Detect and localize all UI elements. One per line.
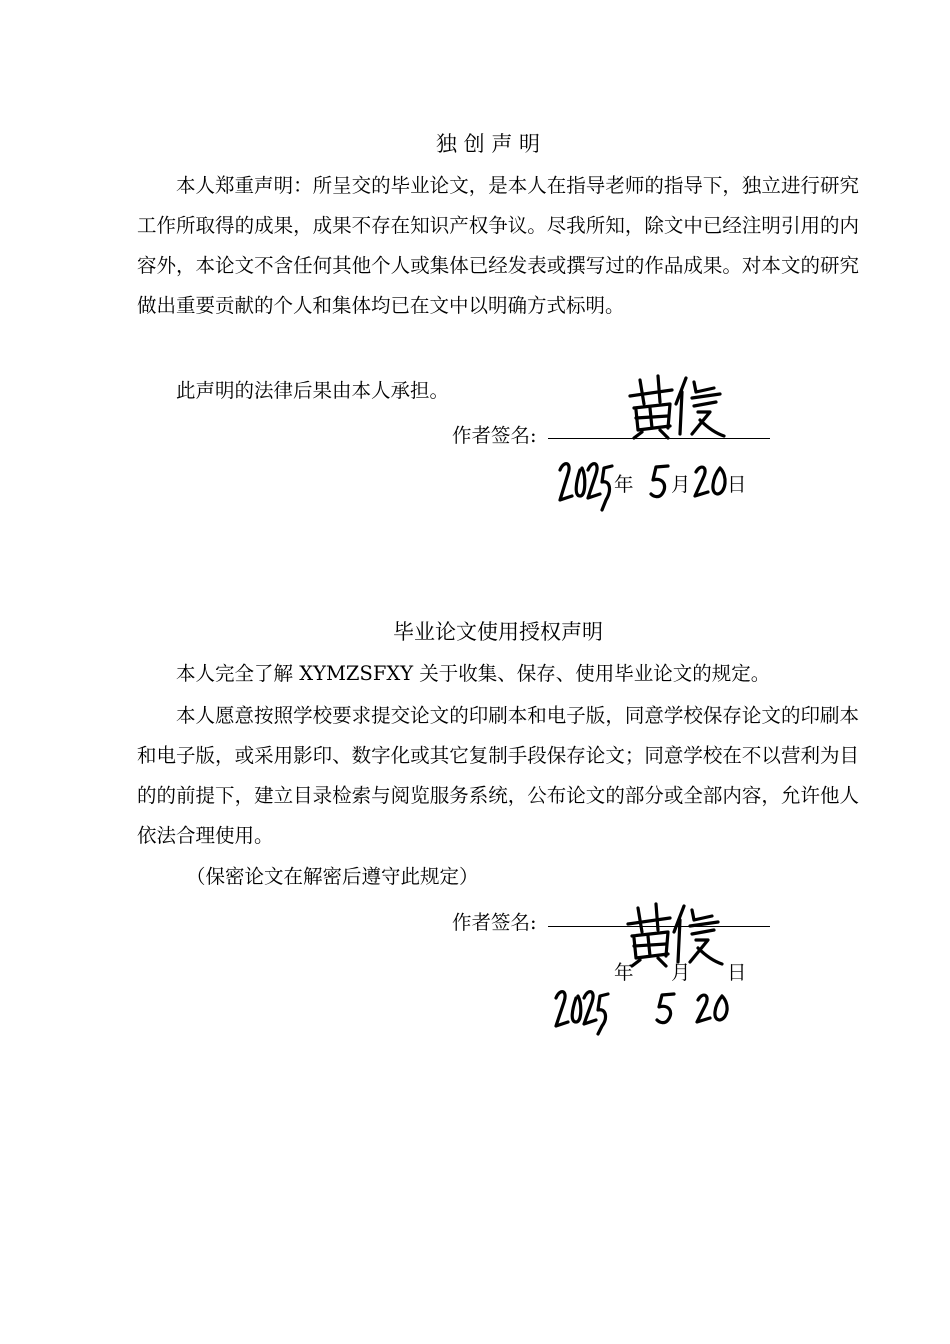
authorization-title: 毕业论文使用授权声明 [393, 620, 603, 644]
declaration-year-label: 年 [614, 473, 634, 496]
declaration-handwritten-month [648, 462, 672, 502]
authorization-handwritten-month [654, 990, 678, 1028]
declaration-handwritten-signature [620, 368, 730, 440]
declaration-month-label: 月 [671, 473, 691, 496]
authorization-signature-label: 作者签名: [452, 911, 537, 934]
authorization-handwritten-day [694, 990, 732, 1028]
declaration-paragraph-1: 本人郑重声明：所呈交的毕业论文，是本人在指导老师的指导下，独立进行研究工作所取得的成果，成果不存在知识产权争议。尽我所知，除文中已经注明引用的内容外，本论文不含任何其他个人或集体已经发表或撰写过的作品成果。对本文的研究做出重要贡献的个人和集体均已在文中以明确方式标明。 [137, 174, 859, 317]
declaration-paragraph-2: 此声明的法律后果由本人承担。 [176, 379, 450, 402]
authorization-note: （保密论文在解密后遵守此规定） [186, 865, 479, 888]
declaration-signature-label: 作者签名: [452, 424, 537, 447]
authorization-paragraph-1: 本人完全了解 XYMZSFXY 关于收集、保存、使用毕业论文的规定。 [176, 662, 771, 685]
declaration-day-label: 日 [727, 473, 747, 496]
authorization-month-label: 月 [671, 961, 691, 984]
declaration-handwritten-day [692, 462, 730, 502]
authorization-day-label: 日 [727, 961, 747, 984]
declaration-handwritten-year [556, 456, 616, 514]
authorization-handwritten-year [552, 984, 612, 1038]
authorization-handwritten-signature [618, 896, 728, 968]
authorization-paragraph-2: 本人愿意按照学校要求提交论文的印刷本和电子版，同意学校保存论文的印刷本和电子版，或采用影印、数字化或其它复制手段保存论文；同意学校在不以营利为目的的前提下，建立目录检索与阅览服务系统，公布论文的部分或全部内容，允许他人依法合理使用。 [137, 704, 859, 847]
declaration-title: 独 创 声 明 [435, 132, 541, 156]
authorization-year-label: 年 [614, 961, 634, 984]
